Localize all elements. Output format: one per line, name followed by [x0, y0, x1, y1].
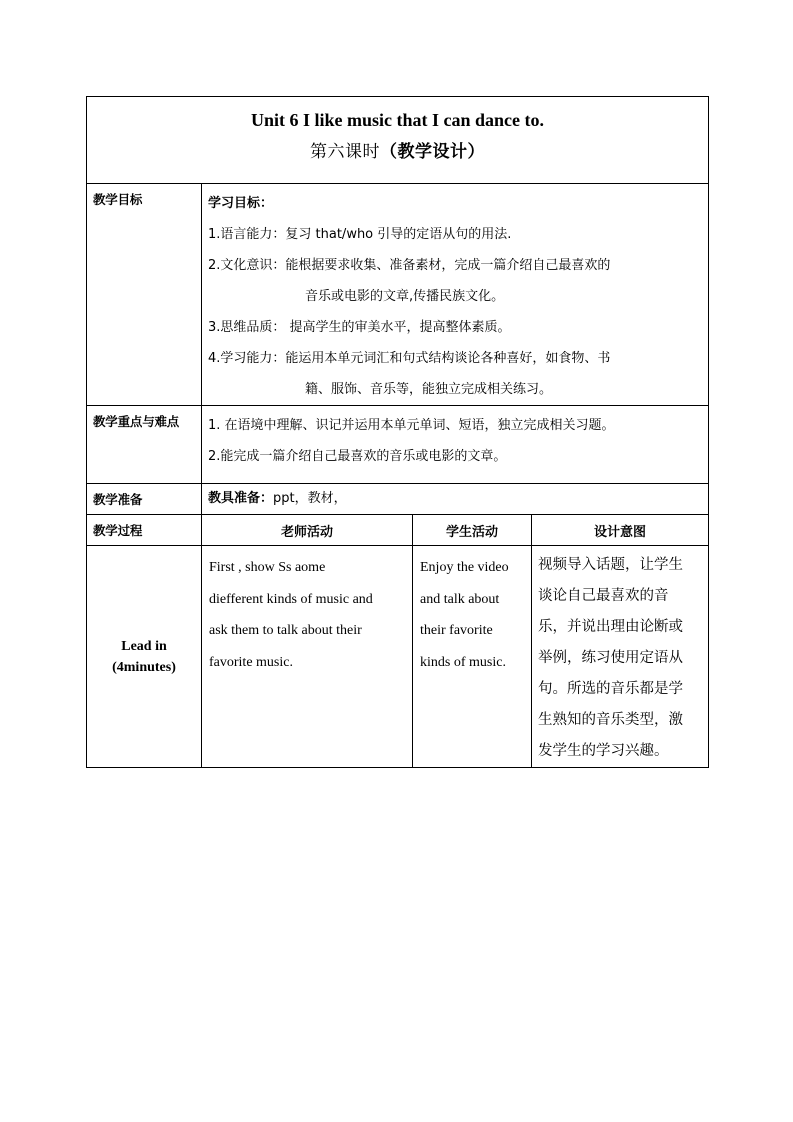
key-points-label: 教学重点与难点 [87, 406, 202, 484]
objective-line: 1.语言能力：复习 that/who 引导的定语从句的用法. [208, 227, 512, 242]
objectives-heading: 学习目标： [208, 196, 274, 211]
title-chinese [87, 141, 708, 163]
lesson-plan-document [86, 96, 708, 768]
objective-line: 籍、服饰、音乐等，能独立完成相关练习。 [305, 382, 553, 397]
process-label: 教学过程 [87, 515, 202, 546]
student-activity-line: kinds of music. [420, 654, 506, 670]
stage-cell [87, 546, 202, 768]
objective-line: 2.文化意识：能根据要求收集、准备素材，完成一篇介绍自己最喜欢的 [208, 258, 611, 273]
teacher-activity-line: diefferent kinds of music and [209, 591, 373, 607]
design-intent-cell [532, 546, 709, 768]
objective-line: 4.学习能力：能运用本单元词汇和句式结构谈论各种喜好，如食物、书 [208, 351, 611, 366]
student-activity-header: 学生活动 [413, 515, 532, 546]
design-intent-line: 乐，并说出理由论断或 [538, 619, 683, 635]
design-intent-line: 视频导入话题，让学生 [538, 557, 683, 573]
teacher-activity-line: favorite music. [209, 654, 293, 670]
design-intent-line: 谈论自己最喜欢的音 [538, 588, 669, 604]
preparation-content [202, 484, 709, 515]
key-point-line: 2.能完成一篇介绍自己最喜欢的音乐或电影的文章。 [208, 449, 507, 464]
objectives-label: 教学目标 [87, 184, 202, 406]
title-english: Unit 6 I like music that I can dance to. [251, 110, 545, 130]
student-activity-line: and talk about [420, 591, 500, 607]
student-activity-line: their favorite [420, 623, 493, 638]
stage-name: Lead in [121, 638, 167, 654]
design-intent-line: 句。所选的音乐都是学 [538, 681, 683, 697]
lesson-plan-table [86, 96, 709, 768]
key-points-content [202, 406, 709, 484]
objective-line: 3.思维品质： 提高学生的审美水平，提高整体素质。 [208, 320, 511, 335]
design-intent-line: 举例，练习使用定语从 [538, 650, 683, 666]
preparation-label: 教学准备 [87, 484, 202, 515]
teacher-activity-line: First , show Ss aome [209, 560, 326, 575]
design-intent-line: 发学生的学习兴趣。 [538, 743, 669, 759]
title-design-label: （教学设计） [380, 142, 485, 162]
stage-duration: (4minutes) [112, 659, 176, 675]
design-intent-header: 设计意图 [532, 515, 709, 546]
teacher-activity-header: 老师活动 [202, 515, 413, 546]
objectives-content [202, 184, 709, 406]
teacher-activity-line: ask them to talk about their [209, 623, 362, 638]
student-activity-cell [413, 546, 532, 768]
design-intent-line: 生熟知的音乐类型，激 [538, 712, 683, 728]
title-cell [87, 97, 709, 184]
title-lesson-number: 第六课时 [310, 142, 380, 162]
student-activity-line: Enjoy the video [420, 560, 509, 575]
preparation-text: ppt，教材， [273, 491, 347, 506]
objective-line: 音乐或电影的文章,传播民族文化。 [305, 289, 505, 304]
teacher-activity-cell [202, 546, 413, 768]
preparation-heading: 教具准备： [208, 491, 274, 506]
key-point-line: 1. 在语境中理解、识记并运用本单元单词、短语，独立完成相关习题。 [208, 418, 615, 433]
